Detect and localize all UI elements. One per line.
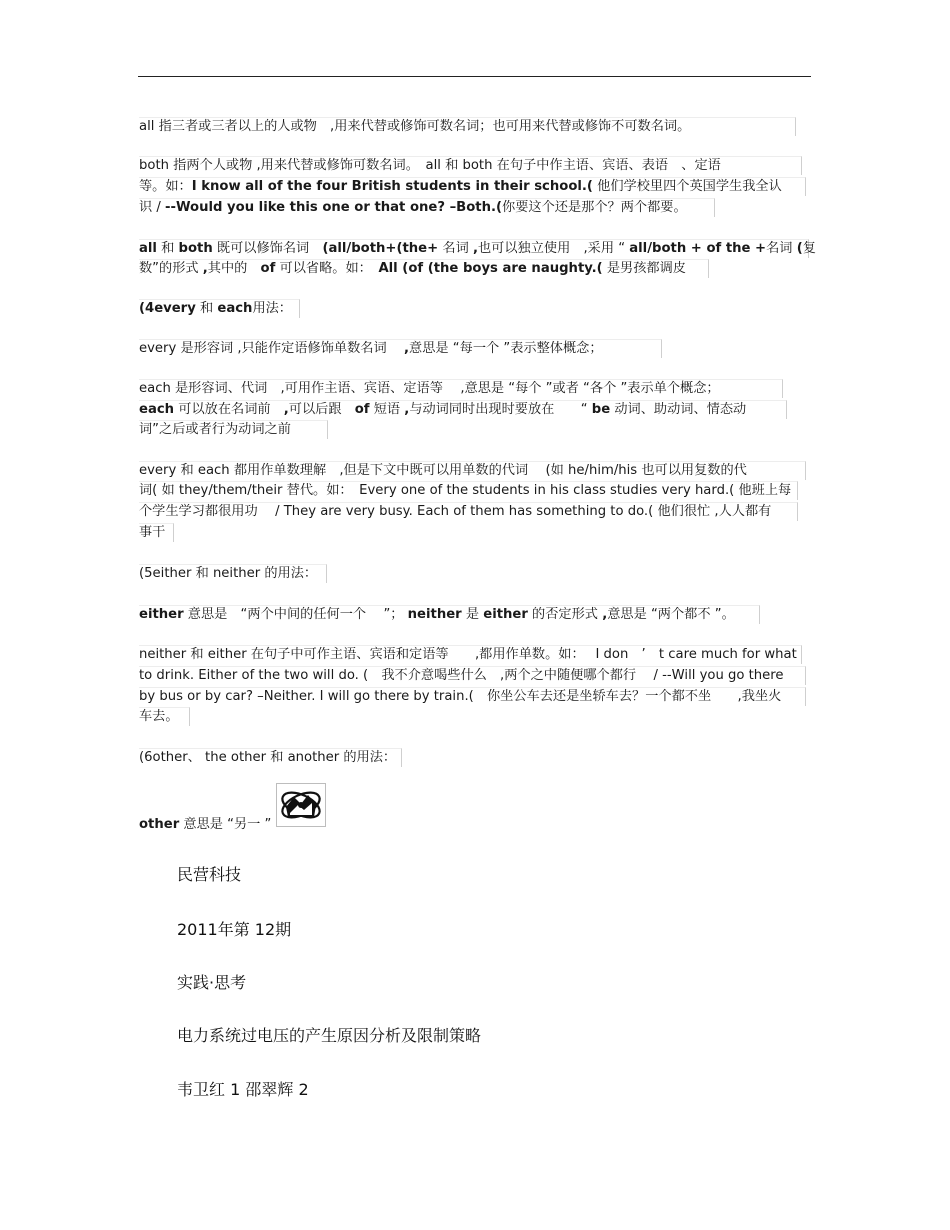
text: both 指两个人或物 ,用来代替或修饰可数名词。 all 和 both 在句子中作主语、宾语、表语 、定语 xyxy=(139,158,721,173)
term-of: of xyxy=(354,402,370,417)
text: 意思是 “另一 ” xyxy=(179,817,272,832)
text: 意思是 “每一个 ”表示整体概念； xyxy=(409,341,603,356)
paragraph-all-definition xyxy=(139,117,796,136)
journal-logo-icon xyxy=(276,783,326,827)
term-neither: neither xyxy=(407,607,462,622)
text: 是 xyxy=(461,607,484,622)
paragraph-each-line-2 xyxy=(139,400,787,419)
text: (5either 和 neither 的用法： xyxy=(139,566,318,581)
journal-name: 民营科技 xyxy=(177,865,242,884)
text: each 是形容词、代词 ,可用作主语、宾语、定语等 ,意思是 “每个 ”或者 “各个 ”表示单个概念； xyxy=(139,381,720,396)
term-of: of xyxy=(260,261,276,276)
paragraph-all-both-line-1 xyxy=(139,239,816,258)
paragraph-neither-line-1 xyxy=(139,645,802,664)
term-all: all xyxy=(139,241,157,256)
paragraph-every-each-line-3 xyxy=(139,502,798,521)
paragraph-every-each-line-4 xyxy=(139,523,174,542)
paragraph-either xyxy=(139,605,760,624)
example-cn: 是男孩都调皮 xyxy=(602,261,686,276)
text: 个学生学习都很用功 / They are very busy. Each of them has something to do.( 他们很忙 ,人人都有 xyxy=(139,504,772,519)
comma: , xyxy=(602,607,608,622)
example-en: --Would you like this one or that one? –Both.( xyxy=(165,200,503,215)
text: every 和 each 都用作单数理解 ,但是下文中既可以用单数的代词 (如 he/him/his 也可以用复数的代 xyxy=(139,463,747,478)
example-cn: 他们学校里四个英国学生我全认 xyxy=(592,179,782,194)
pattern: (all/both+(the+ xyxy=(322,241,439,256)
paragraph-every xyxy=(139,339,662,358)
paragraph-each-line-1 xyxy=(139,379,783,398)
article-authors: 韦卫红 1 邵翠辉 2 xyxy=(177,1080,309,1099)
text: 可以后跟 xyxy=(288,402,355,417)
header-rule xyxy=(138,76,811,77)
term-be: be xyxy=(591,402,611,417)
text: 与动词同时出现时要放在 “ xyxy=(409,402,592,417)
text: 复 xyxy=(802,241,816,256)
term-both: both xyxy=(178,241,213,256)
text: 意思是 “两个都不 ”。 xyxy=(607,607,735,622)
journal-issue: 2011年第 12期 xyxy=(177,920,292,939)
article-title: 电力系统过电压的产生原因分析及限制策略 xyxy=(177,1026,482,1045)
text: 用法： xyxy=(252,301,292,316)
paragraph-both-line-2 xyxy=(139,177,806,196)
text: 数”的形式 xyxy=(139,261,203,276)
text: 可以放在名词前 xyxy=(174,402,284,417)
text: 词”之后或者行为动词之前 xyxy=(139,422,291,437)
text: 等。如： xyxy=(139,179,192,194)
text: 动词、助动词、情态动 xyxy=(610,402,747,417)
paragraph-every-each-line-2 xyxy=(139,481,798,500)
text: 也可以独立使用 ,采用 “ xyxy=(477,241,630,256)
term-each: each xyxy=(217,301,253,316)
paragraph-neither-line-2 xyxy=(139,666,806,685)
term-other: other xyxy=(139,817,180,832)
comma: , xyxy=(472,241,478,256)
text: by bus or by car? –Neither. I will go there by train.( 你坐公车去还是坐轿车去？一个都不坐 ,我坐火 xyxy=(139,689,782,704)
text: 和 xyxy=(156,241,179,256)
paragraph-both-line-3 xyxy=(139,198,715,217)
paragraph-other xyxy=(139,816,271,834)
text: 名词 xyxy=(438,241,473,256)
text: all 指三者或三者以上的人或物 ,用来代替或修饰可数名词；也可用来代替或修饰不可数名词。 xyxy=(139,119,691,134)
comma: , xyxy=(202,261,208,276)
paragraph-each-line-3 xyxy=(139,420,328,439)
text: every 是形容词 ,只能作定语修饰单数名词 xyxy=(139,341,405,356)
term-each: each xyxy=(139,402,175,417)
comma: , xyxy=(404,402,410,417)
comma: , xyxy=(404,341,410,356)
text: 意思是 “两个中间的任何一个 ”； xyxy=(183,607,408,622)
pattern: all/both + of the + xyxy=(629,241,767,256)
text: neither 和 either 在句子中可作主语、宾语和定语等 ,都用作单数。如： I don ’ t care much for what xyxy=(139,647,797,662)
paragraph-all-both-line-2 xyxy=(139,259,709,278)
text: (6other、 the other 和 another 的用法： xyxy=(139,750,397,765)
text: 词( 如 they/them/their 替代。如： Every one of the students in his class studies very hard.( 他班上每 xyxy=(139,483,792,498)
paragraph-both-line-1 xyxy=(139,156,802,175)
paren: ( xyxy=(796,241,803,256)
example-en: All (of (the boys are naughty.( xyxy=(378,261,603,276)
text: to drink. Either of the two will do. ( 我不介意喝些什么 ,两个之中随便哪个都行 / --Will you go there xyxy=(139,668,784,683)
paragraph-neither-line-3 xyxy=(139,687,806,706)
text: 短语 xyxy=(369,402,405,417)
heading-number: (4every xyxy=(139,301,196,316)
text: 其中的 xyxy=(207,261,261,276)
text: 既可以修饰名词 xyxy=(212,241,323,256)
text: 事干 xyxy=(139,525,166,540)
example-cn: 你要这个还是那个？两个都要。 xyxy=(502,200,687,215)
text: 车去。 xyxy=(139,709,179,724)
paragraph-neither-line-4 xyxy=(139,707,190,726)
comma: , xyxy=(283,402,289,417)
heading-either-neither xyxy=(139,564,327,583)
term-either: either xyxy=(139,607,184,622)
text: 可以省略。如： xyxy=(275,261,379,276)
text: 名词 xyxy=(766,241,797,256)
term-either: either xyxy=(483,607,528,622)
text: 的否定形式 xyxy=(527,607,603,622)
paragraph-every-each-line-1 xyxy=(139,461,806,480)
heading-every-each xyxy=(139,299,300,318)
journal-column: 实践·思考 xyxy=(177,973,247,992)
example-en: I know all of the four British students in their school.( xyxy=(191,179,593,194)
heading-other xyxy=(139,748,402,767)
text: 和 xyxy=(195,301,218,316)
text: 识 / xyxy=(139,200,166,215)
